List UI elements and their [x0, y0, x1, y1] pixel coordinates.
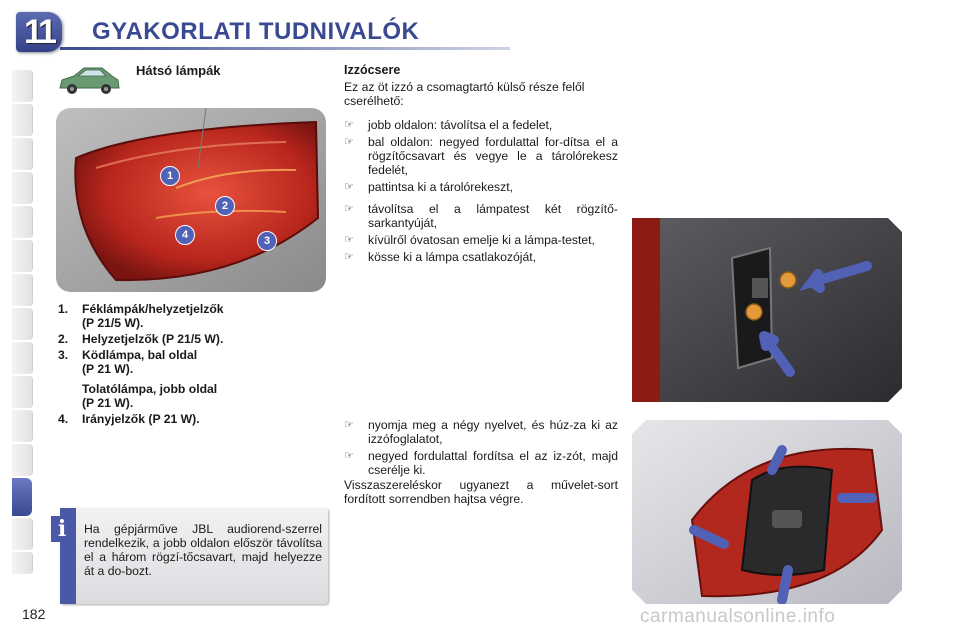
- pointing-hand-icon: ☞: [344, 251, 354, 263]
- callout-4: 4: [175, 225, 195, 245]
- step-text: nyomja meg a négy nyelvet, és húz-za ki az izzófoglalatot,: [368, 418, 618, 446]
- car-icon: [56, 64, 122, 98]
- side-tab[interactable]: [12, 444, 33, 476]
- side-tab-active[interactable]: [12, 478, 32, 516]
- callout-2: 2: [215, 196, 235, 216]
- legend-item: [58, 412, 328, 426]
- step-item: [344, 418, 618, 446]
- info-text: Ha gépjárműve JBL audiorend-szerrel rendelkezik, a jobb oldalon először távolítsa el a három rögzí-tőcsavart, majd helyezze át a do-bozt.: [84, 522, 322, 578]
- step-text: negyed fordulattal fordítsa el az iz-zót, majd cserélje ki.: [368, 449, 618, 477]
- pointing-hand-icon: ☞: [344, 119, 354, 131]
- legend-item: [58, 348, 328, 410]
- side-tab[interactable]: [12, 274, 33, 306]
- chapter-title: GYAKORLATI TUDNIVALÓK: [92, 18, 420, 45]
- legend-num: 1.: [58, 302, 69, 316]
- pointing-hand-icon: ☞: [344, 450, 354, 462]
- side-tab[interactable]: [12, 206, 33, 238]
- bulb-legend: [58, 302, 328, 426]
- step-text: jobb oldalon: távolítsa el a fedelet,: [368, 118, 553, 132]
- legend-text: Helyzetjelzők (P 21/5 W).: [82, 332, 224, 346]
- side-tab[interactable]: [12, 410, 33, 442]
- pointing-hand-icon: ☞: [344, 234, 354, 246]
- side-tab[interactable]: [12, 172, 33, 204]
- bulb-holder-photo: [632, 420, 902, 604]
- page-number: 182: [22, 606, 46, 622]
- legend-line: Féklámpák/helyzetjelzők: [82, 302, 224, 316]
- info-icon: i: [51, 516, 73, 542]
- pointing-hand-icon: ☞: [344, 181, 354, 193]
- legend-num: 2.: [58, 332, 69, 346]
- legend-line: (P 21/5 W).: [82, 316, 144, 330]
- legend-line: Ködlámpa, bal oldal: [82, 348, 198, 362]
- step-text: kívülről óvatosan emelje ki a lámpa-testet,: [368, 233, 595, 247]
- side-tab[interactable]: [12, 376, 33, 408]
- side-tab[interactable]: [12, 552, 33, 574]
- pointing-hand-icon: ☞: [344, 136, 354, 148]
- legend-text: Irányjelzők (P 21 W).: [82, 412, 200, 426]
- legend-line: Tolatólámpa, jobb oldal: [82, 382, 218, 396]
- closing-text: Visszaszereléskor ugyanezt a művelet-sort fordított sorrendben hajtsa végre.: [344, 478, 618, 506]
- step-item: [344, 135, 618, 177]
- side-tab[interactable]: [12, 308, 33, 340]
- step-text: kösse ki a lámpa csatlakozóját,: [368, 250, 536, 264]
- step-text: távolítsa el a lámpatest két rögzítő-sarkantyúját,: [368, 202, 618, 230]
- callout-3: 3: [257, 231, 277, 251]
- legend-line: (P 21 W).: [82, 362, 134, 376]
- step-item: [344, 202, 618, 230]
- steps-group-c: [344, 418, 618, 477]
- steps-group-b: [344, 202, 618, 264]
- legend-line: (P 21 W).: [82, 396, 134, 410]
- step-item: [344, 180, 618, 194]
- section-title: Hátsó lámpák: [136, 63, 221, 78]
- step-text: bal oldalon: negyed fordulattal for-dítsa el a rögzítőcsavart és vegye le a tárolórekesz fedelét,: [368, 135, 618, 177]
- legend-text: [82, 348, 217, 410]
- legend-text: [82, 302, 224, 330]
- step-item: [344, 449, 618, 477]
- side-tab[interactable]: [12, 104, 33, 136]
- side-tab[interactable]: [12, 518, 33, 550]
- step-text: pattintsa ki a tárolórekeszt,: [368, 180, 513, 194]
- callout-1: 1: [160, 166, 180, 186]
- watermark: carmanualsonline.info: [640, 606, 836, 627]
- steps-group-a: [344, 118, 618, 194]
- pointing-hand-icon: ☞: [344, 419, 354, 431]
- step-item: [344, 250, 618, 264]
- chapter-number: 11: [24, 13, 54, 51]
- trunk-photo: [632, 218, 902, 402]
- rear-lamp-photo: [56, 108, 326, 292]
- header-rule: [60, 47, 510, 50]
- legend-num: 4.: [58, 412, 69, 426]
- step-item: [344, 233, 618, 247]
- side-tab[interactable]: [12, 240, 33, 272]
- side-tab[interactable]: [12, 70, 33, 102]
- intro-text: Ez az öt izzó a csomagtartó külső része felől cserélhető:: [344, 80, 585, 108]
- step-item: [344, 118, 618, 132]
- legend-item: [58, 302, 328, 330]
- bulb-change-heading: Izzócsere: [344, 63, 401, 77]
- pointing-hand-icon: ☞: [344, 203, 354, 215]
- side-tab[interactable]: [12, 342, 33, 374]
- side-tab[interactable]: [12, 138, 33, 170]
- legend-item: [58, 332, 328, 346]
- legend-num: 3.: [58, 348, 69, 362]
